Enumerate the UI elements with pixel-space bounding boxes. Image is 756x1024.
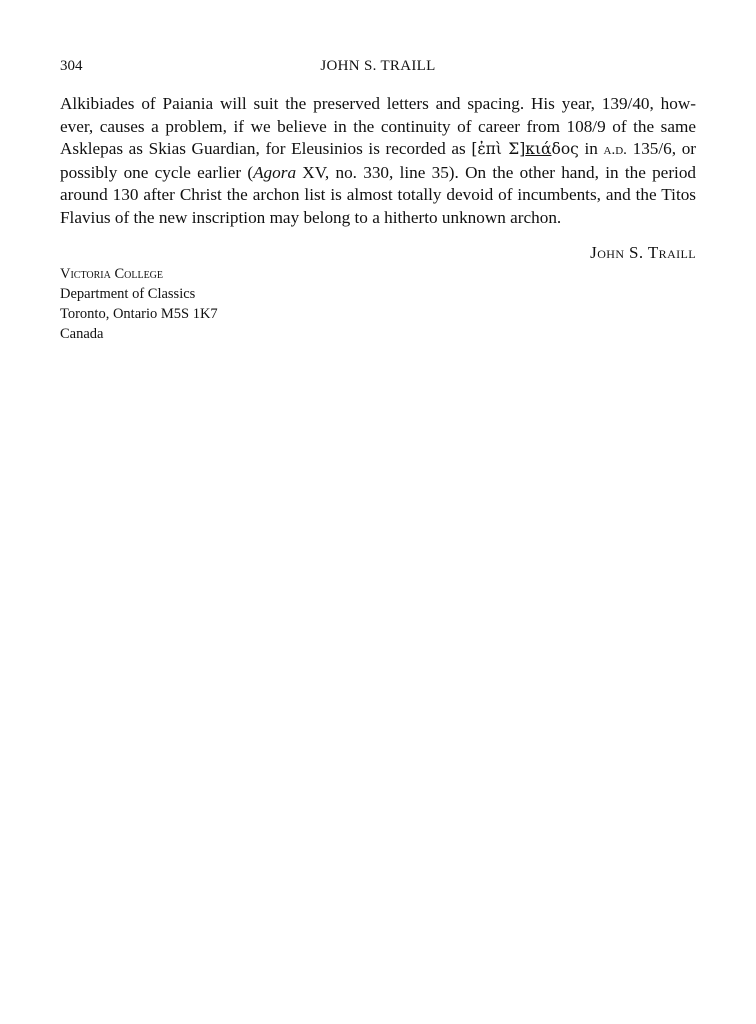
text-run: 135/6, or [626, 139, 697, 159]
running-title: JOHN S. TRAILL [320, 58, 436, 74]
greek-open: [ἐπὶ Σ] [471, 140, 526, 159]
author-signature: John S. Traill [590, 243, 696, 262]
address-city-postal: Toronto, Ontario M5S 1K7 [60, 306, 218, 322]
text-run: Asklepas as Skias Guardian, for Eleusinios is recorded as [60, 139, 472, 159]
body-paragraph [60, 93, 696, 230]
greek-underlined: κιά [525, 140, 552, 159]
era-abbreviation: a.d. [603, 142, 627, 159]
greek-text [471, 140, 579, 158]
italic-title: Agora [253, 162, 297, 182]
paragraph-line [60, 138, 696, 162]
address-country: Canada [60, 326, 104, 342]
address-institution: Victoria College [60, 266, 164, 282]
text-run: in [578, 139, 604, 159]
paragraph-line: around 130 after Christ the archon list is almost totally devoid of incumbents, and the Titos [60, 185, 696, 205]
paragraph-line [60, 162, 696, 185]
greek-close: δος [551, 140, 579, 159]
paragraph-line: Flavius of the new inscription may belong to a hitherto unknown archon. [60, 207, 562, 227]
text-run: possibly one cycle earlier ( [60, 162, 254, 182]
page-number: 304 [60, 58, 83, 74]
text-run: XV, no. 330, line 35). On the other hand, in the period [296, 162, 697, 182]
paragraph-line: ever, causes a problem, if we believe in the continuity of career from 108/9 of the same [60, 116, 696, 136]
address-department: Department of Classics [60, 286, 196, 302]
running-head [60, 58, 696, 78]
paragraph-line: Alkibiades of Paiania will suit the preserved letters and spacing. His year, 139/40, how- [60, 94, 696, 113]
author-address [60, 264, 218, 344]
